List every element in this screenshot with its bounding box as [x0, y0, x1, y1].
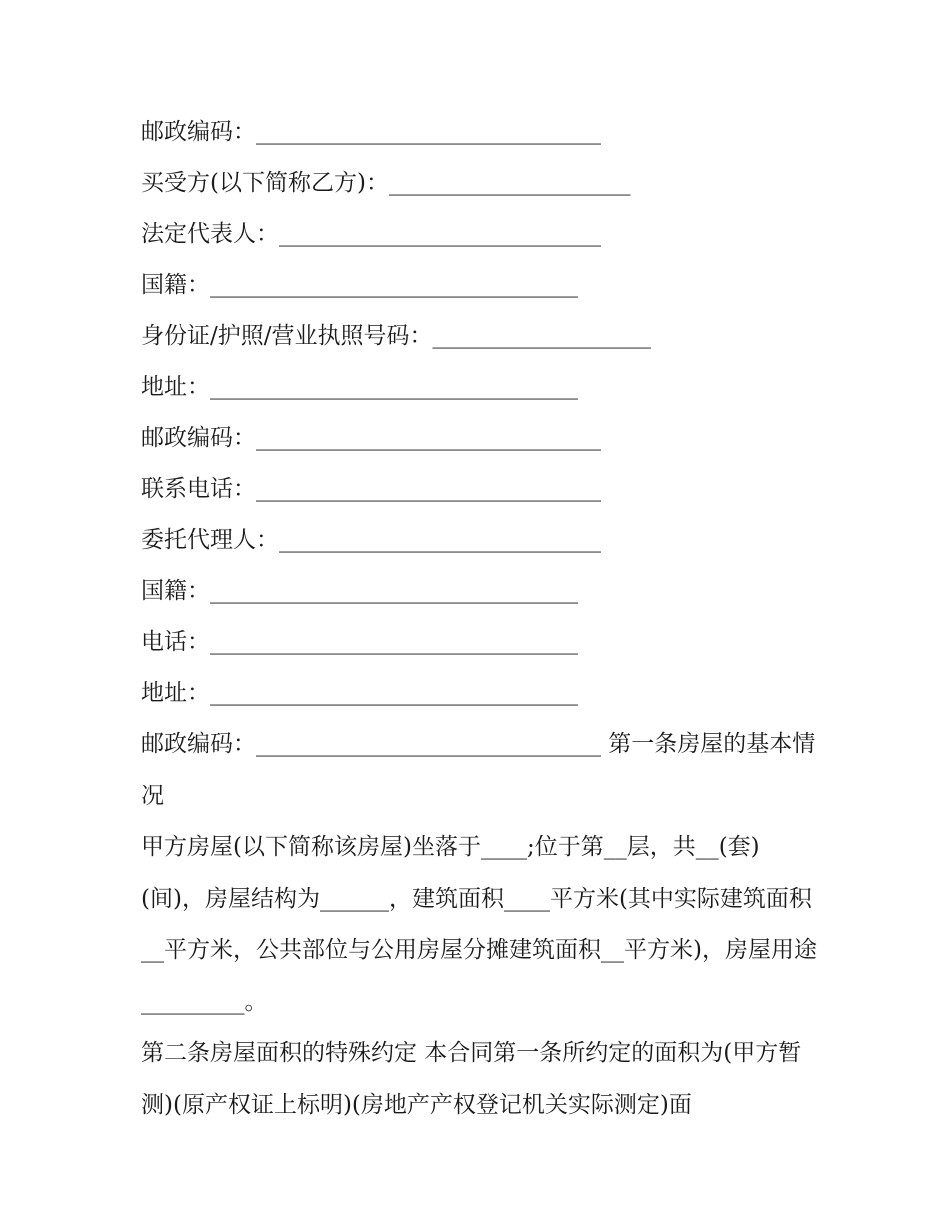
postal-code-line: 邮政编码：______________________________	[141, 425, 601, 451]
article-one-heading: 邮政编码：______________________________ 第一条房屋的基本情况	[141, 731, 816, 809]
article-two-paragraph: 第二条房屋面积的特殊约定 本合同第一条所约定的面积为(甲方暂测)(原产权证上标明)(房地产产权登记机关实际测定)面	[141, 1040, 802, 1118]
legal-representative-line: 法定代表人：____________________________	[141, 221, 601, 247]
address-line: 地址：________________________________	[141, 374, 578, 400]
address-line: 地址：________________________________	[141, 680, 578, 706]
document-body	[141, 107, 821, 1131]
article-one-paragraph: 甲方房屋(以下简称该房屋)坐落于____;位于第__层，共__(套)(间)，房屋结构为______，建筑面积____平方米(其中实际建筑面积__平方米，公共部位与公用房屋分摊建筑面积__平方米)，房屋用途_________。	[141, 834, 817, 1015]
postal-code-line: 邮政编码：______________________________	[141, 119, 601, 145]
nationality-line: 国籍：________________________________	[141, 578, 578, 604]
phone-line: 电话：________________________________	[141, 629, 578, 655]
buyer-line: 买受方(以下简称乙方)：_____________________	[141, 170, 631, 196]
agent-line: 委托代理人：____________________________	[141, 527, 601, 553]
id-number-line: 身份证/护照/营业执照号码：___________________	[141, 323, 651, 349]
phone-line: 联系电话：______________________________	[141, 476, 601, 502]
nationality-line: 国籍：________________________________	[141, 272, 578, 298]
